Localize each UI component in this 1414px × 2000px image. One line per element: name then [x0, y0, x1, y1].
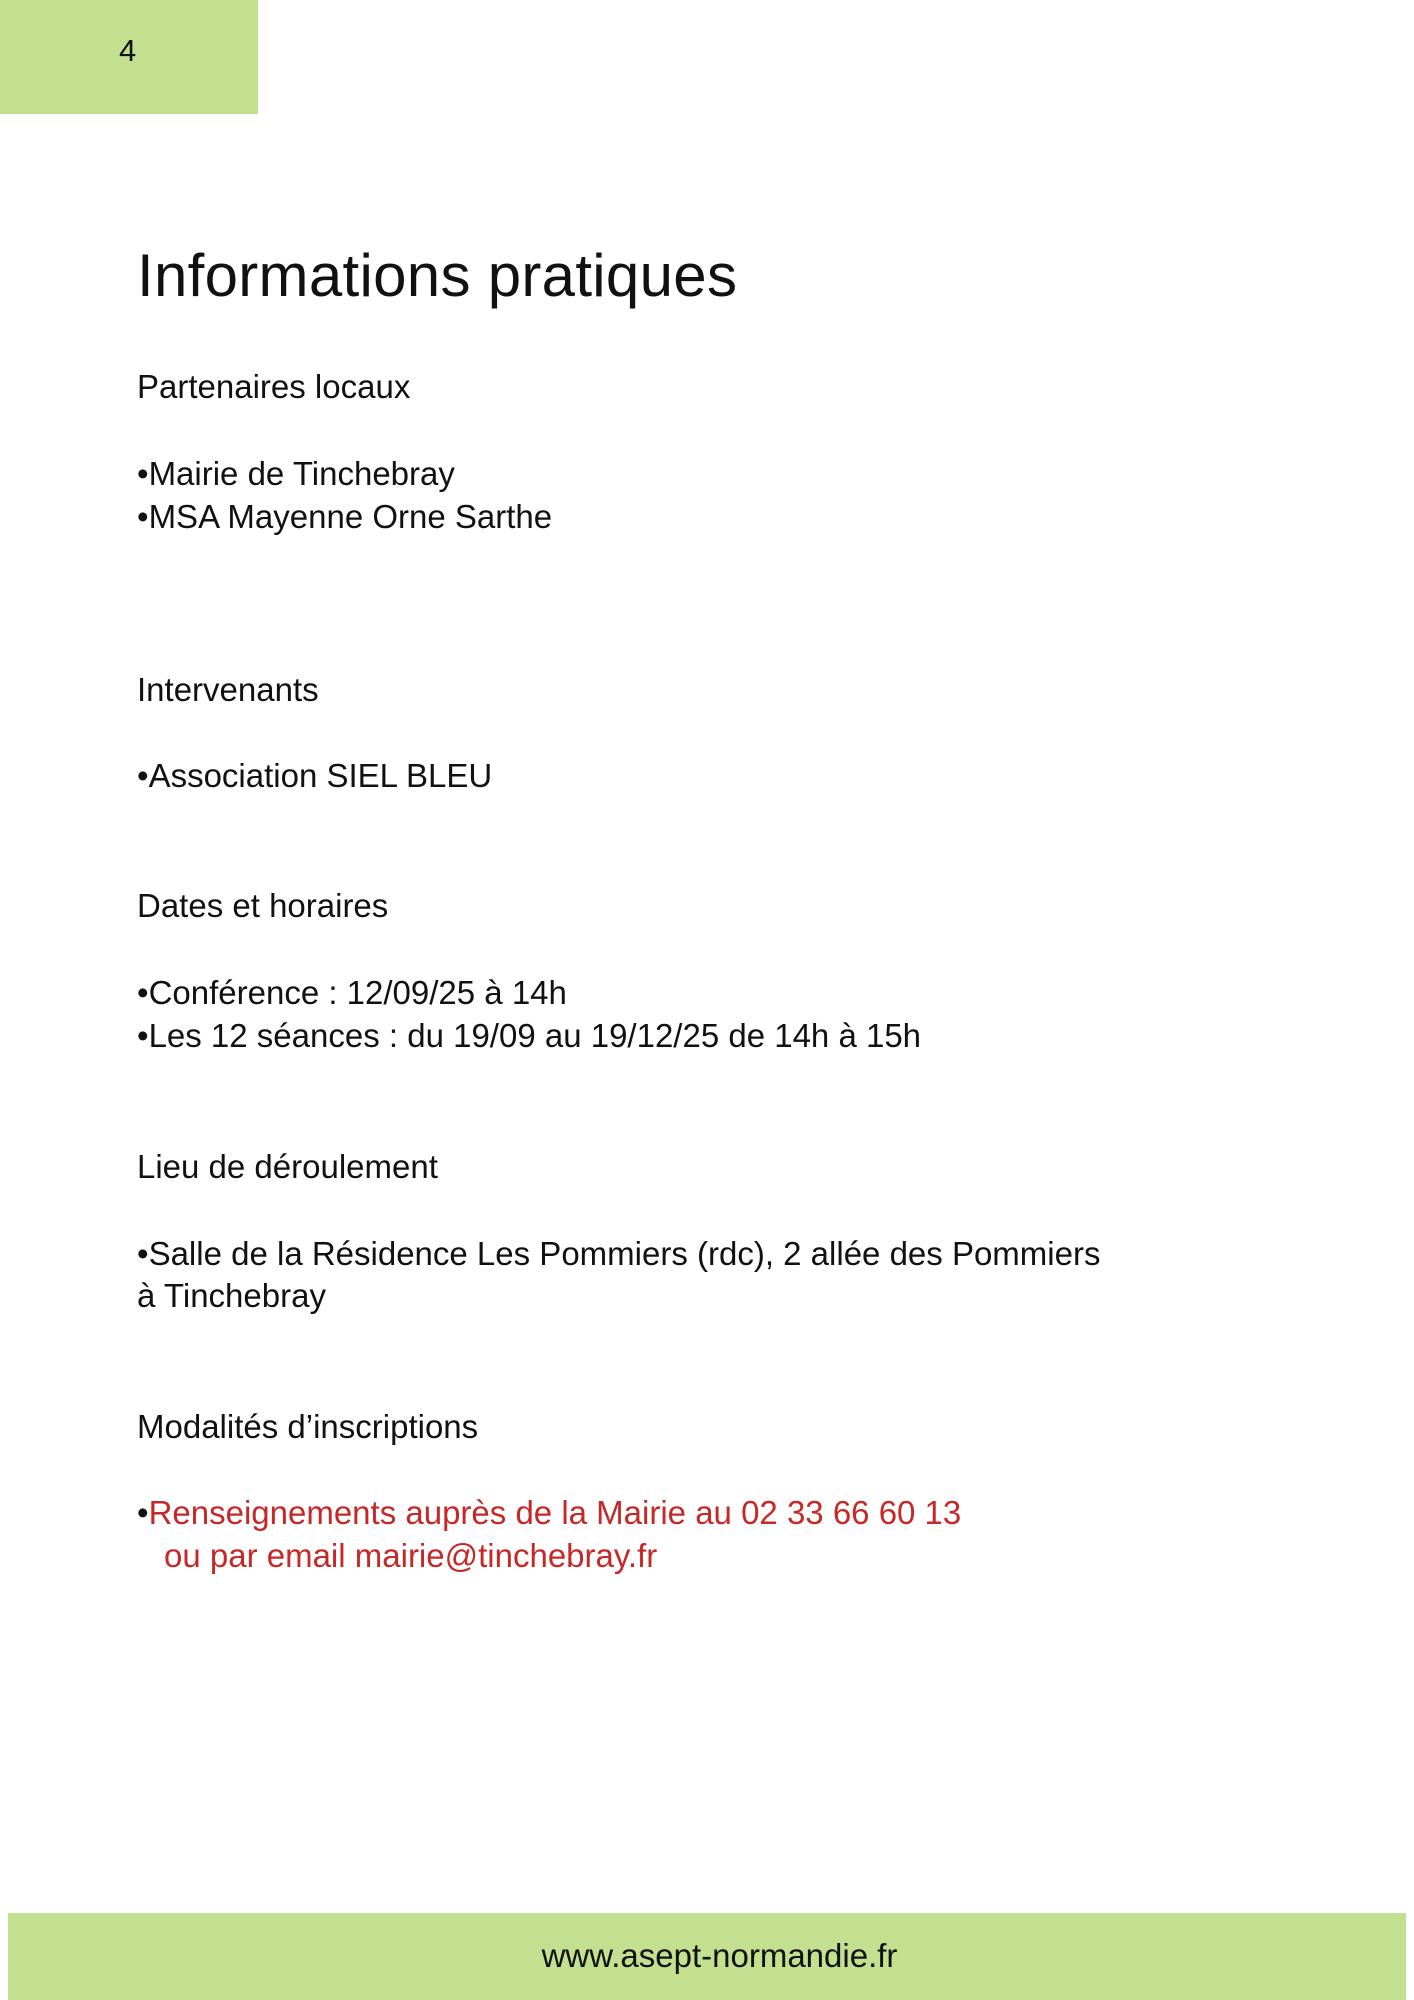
list-item-date	[137, 972, 567, 1014]
list-item-date	[137, 1015, 921, 1057]
page-number-box	[0, 0, 258, 114]
list-item-modalites	[137, 1492, 961, 1534]
list-item-partenaire	[137, 496, 552, 538]
footer-bar	[8, 1913, 1406, 2000]
section-heading-lieu: Lieu de déroulement	[137, 1148, 438, 1185]
bullet: •	[137, 1494, 149, 1531]
registration-email-text: ou par email mairie@tinchebray.fr	[164, 1537, 658, 1574]
section-heading-dates: Dates et horaires	[137, 887, 389, 924]
list-item-lieu	[137, 1233, 1127, 1317]
bullet: •	[137, 455, 149, 492]
bullet: •	[137, 1017, 149, 1054]
list-item-text: Salle de la Résidence Les Pommiers (rdc), 2 allée des Pommiers à Tinchebray	[137, 1235, 1101, 1314]
bullet: •	[137, 757, 149, 794]
registration-info-text: Renseignements auprès de la Mairie au 02 33 66 60 13	[148, 1494, 962, 1531]
page-number: 4	[119, 33, 137, 68]
section-heading-modalites: Modalités d’inscriptions	[137, 1408, 479, 1445]
section-heading-intervenants: Intervenants	[137, 671, 319, 708]
list-item-text: Association SIEL BLEU	[148, 757, 493, 794]
list-item-text: Conférence : 12/09/25 à 14h	[148, 974, 567, 1011]
list-item-partenaire	[137, 453, 455, 495]
list-item-intervenant	[137, 755, 492, 797]
bullet: •	[137, 1235, 149, 1272]
list-item-text: Mairie de Tinchebray	[148, 455, 455, 492]
bullet: •	[137, 974, 149, 1011]
list-item-text: MSA Mayenne Orne Sarthe	[148, 498, 553, 535]
bullet: •	[137, 498, 149, 535]
list-item-text: Les 12 séances : du 19/09 au 19/12/25 de 14h à 15h	[148, 1017, 922, 1054]
page-title: Informations pratiques	[137, 242, 738, 309]
footer-website-link[interactable]: www.asept-normandie.fr	[541, 1937, 898, 1974]
section-heading-partenaires: Partenaires locaux	[137, 368, 411, 405]
